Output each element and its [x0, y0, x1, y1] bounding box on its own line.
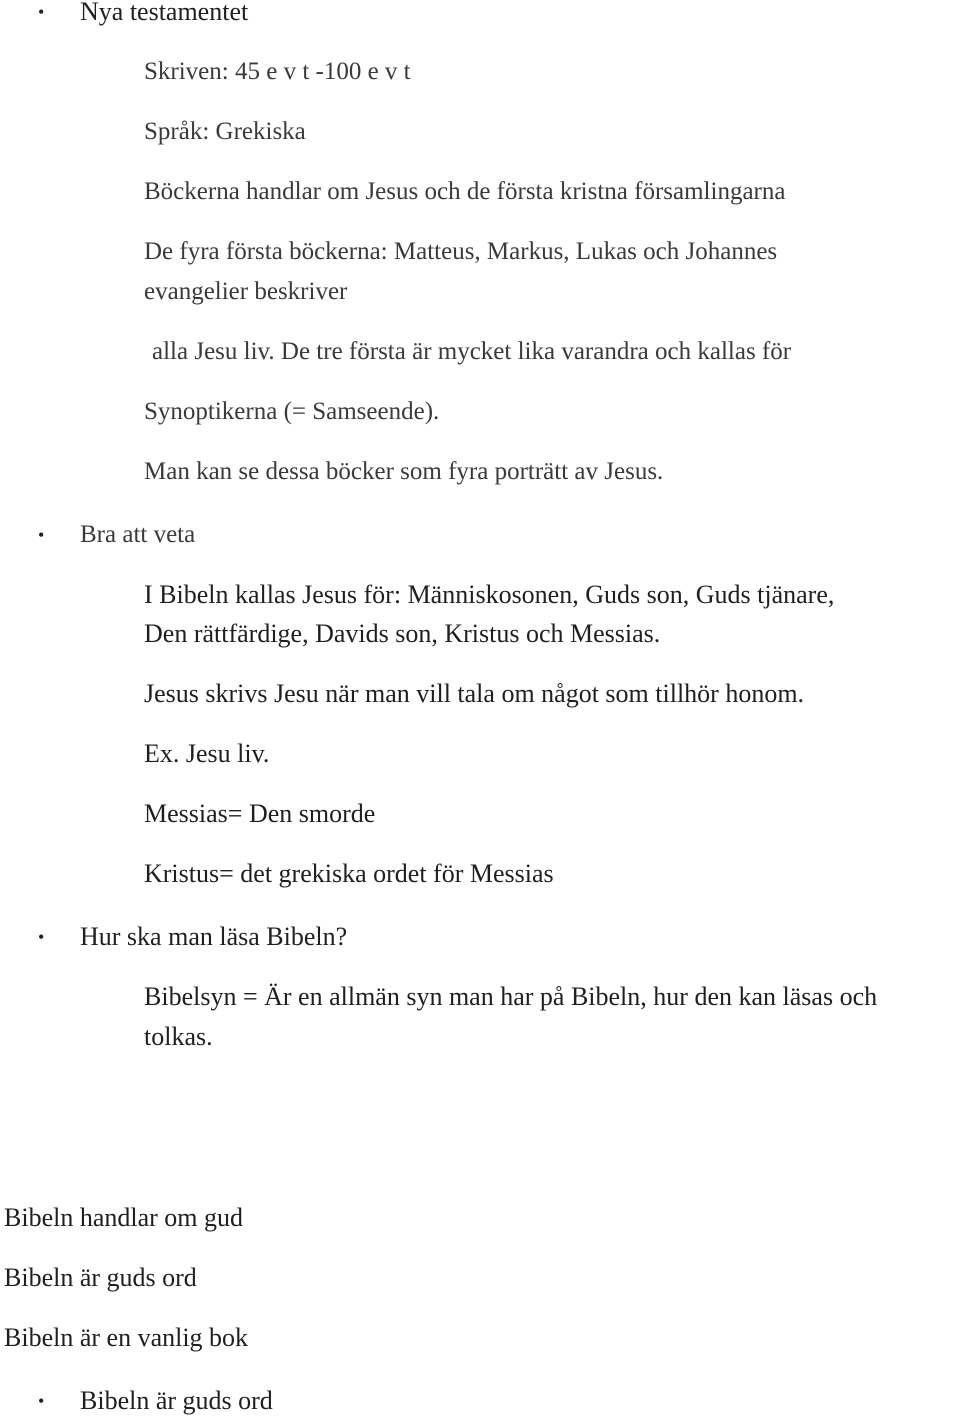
text-skriven: Skriven: 45 e v t -100 e v t	[144, 58, 411, 85]
bullet-icon: •	[38, 1391, 45, 1411]
bullet-hur-ska-man-lasa: Hur ska man läsa Bibeln?	[80, 922, 348, 951]
text-bockerna: Böckerna handlar om Jesus och de första kristna församlingarna	[144, 178, 786, 205]
bullet-bibeln-ar-guds-ord: Bibeln är guds ord	[80, 1386, 273, 1415]
bullet-icon: •	[38, 525, 45, 545]
text-kristus: Kristus= det grekiska ordet för Messias	[144, 859, 554, 888]
text-bibeln-handlar-om-gud: Bibeln handlar om gud	[4, 1203, 244, 1232]
text-fyra-forsta: De fyra första böckerna: Matteus, Markus, Lukas och Johannes	[144, 238, 778, 265]
bullet-bra-att-veta: Bra att veta	[80, 521, 196, 548]
text-bibelsyn: Bibelsyn = Är en allmän syn man har på Bibeln, hur den kan läsas och	[144, 982, 878, 1011]
text-alla-jesu-liv: alla Jesu liv. De tre första är mycket lika varandra och kallas för	[152, 338, 792, 365]
text-messias: Messias= Den smorde	[144, 799, 376, 828]
text-evangelier: evangelier beskriver	[144, 278, 348, 305]
text-tolkas: tolkas.	[144, 1022, 213, 1051]
bullet-icon: •	[38, 2, 45, 22]
text-den-rattfardige: Den rättfärdige, Davids son, Kristus och Messias.	[144, 619, 661, 648]
bullet-nya-testamentet: Nya testamentet	[80, 0, 249, 26]
text-bibeln-kallas: I Bibeln kallas Jesus för: Människosonen, Guds son, Guds tjänare,	[144, 580, 835, 609]
text-bibeln-ar-guds-ord: Bibeln är guds ord	[4, 1263, 197, 1292]
text-synoptikerna: Synoptikerna (= Samseende).	[144, 398, 440, 425]
text-ex-jesu-liv: Ex. Jesu liv.	[144, 739, 270, 768]
text-jesus-skrivs: Jesus skrivs Jesu när man vill tala om något som tillhör honom.	[144, 679, 805, 708]
text-portratt: Man kan se dessa böcker som fyra porträtt av Jesus.	[144, 458, 664, 485]
text-sprak: Språk: Grekiska	[144, 118, 306, 145]
text-bibeln-ar-en-vanlig-bok: Bibeln är en vanlig bok	[4, 1323, 249, 1352]
bullet-icon: •	[38, 927, 45, 947]
